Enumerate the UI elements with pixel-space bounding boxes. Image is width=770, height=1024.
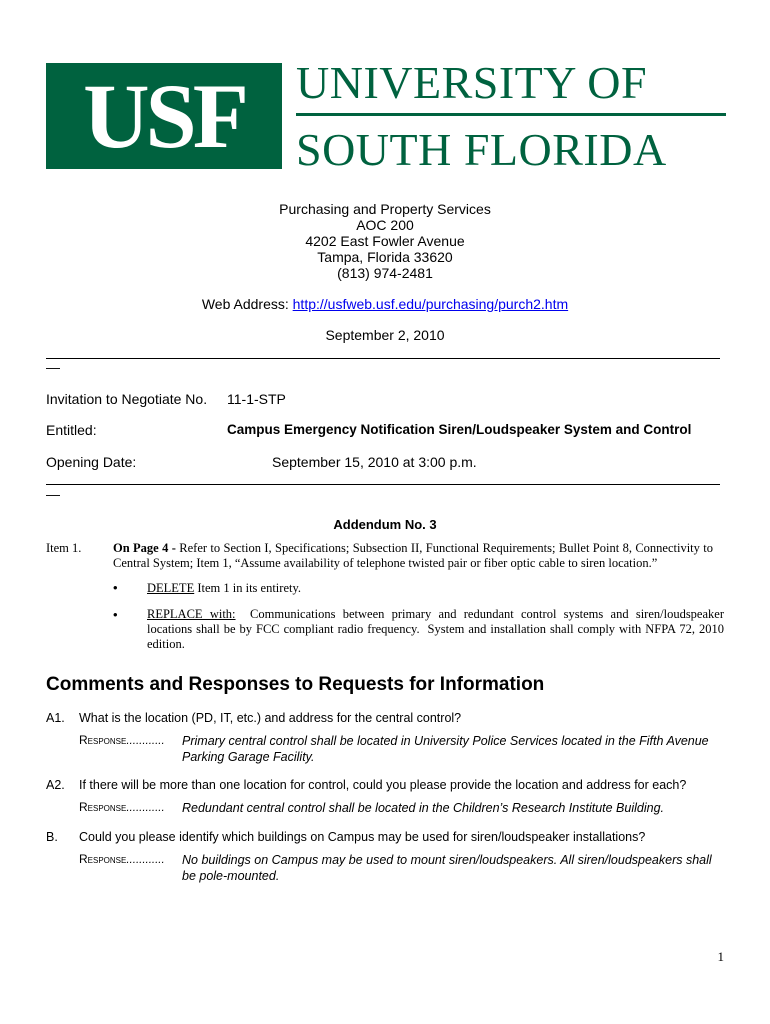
web-address: [0, 296, 770, 312]
office-address: [0, 201, 770, 281]
response-label: Response............: [79, 800, 165, 814]
question-number: A1.: [46, 711, 65, 725]
replace-keyword: REPLACE with:: [147, 607, 236, 621]
question-text: What is the location (PD, IT, etc.) and address for the central control?: [79, 711, 462, 725]
itn-label: Invitation to Negotiate No.: [46, 391, 208, 407]
address-line-street: 4202 East Fowler Avenue: [305, 233, 465, 249]
addendum-title: Addendum No. 3: [333, 517, 437, 532]
page-number: 1: [717, 949, 724, 964]
opening-date-label: Opening Date:: [46, 454, 137, 470]
separator-dash: —: [46, 359, 60, 375]
web-address-link[interactable]: http://usfweb.usf.edu/purchasing/purch2.htm: [292, 296, 569, 312]
delete-text: Item 1 in its entirety.: [194, 581, 302, 595]
comments-heading: Comments and Responses to Requests for Information: [46, 674, 545, 695]
delete-keyword: DELETE: [147, 581, 195, 595]
item-page-ref: On Page 4 -: [113, 541, 176, 555]
address-line-building: AOC 200: [356, 217, 414, 233]
response-text: Redundant central control shall be located in the Children’s Research Institute Building.: [182, 801, 665, 815]
logo-abbr: USF: [83, 65, 245, 167]
usf-logo-mark: [46, 63, 282, 169]
separator-dash: —: [46, 486, 60, 502]
item-text: Refer to Section I, Specifications; Subsection II, Functional Requirements; Bullet Point 8, Connectivity to Central System; Item 1, “Assume availability of telephone twisted pair or fiber optic cable to siren location.”: [113, 541, 713, 570]
replace-text: Communications between primary and redundant control systems and siren/loudspeaker locations shall be by FCC compliant radio frequency. System and installation shall comply with NFPA 72, 2010 edition.: [147, 607, 728, 651]
document-date: September 2, 2010: [325, 327, 445, 343]
web-address-label: Web Address:: [201, 296, 293, 312]
response-label: Response............: [79, 852, 165, 866]
response-text: Primary central control shall be located in University Police Services located in the Fifth Avenue Parking Garage Facility.: [182, 734, 709, 764]
question-text: Could you please identify which buildings on Campus may be used for siren/loudspeaker installations?: [79, 830, 646, 844]
item-label: Item 1.: [46, 541, 82, 555]
bullet-delete: [147, 581, 301, 596]
itn-number: 11-1-STP: [227, 391, 286, 407]
logo-south-florida: SOUTH FLORIDA: [296, 124, 667, 175]
logo-university-of: UNIVERSITY OF: [296, 57, 648, 108]
separator-rule: [46, 358, 720, 359]
response-label: Response............: [79, 733, 165, 747]
question-number: B.: [46, 830, 58, 844]
address-line-phone: (813) 974-2481: [337, 265, 433, 281]
logo-divider: [296, 113, 726, 116]
entitled-label: Entitled:: [46, 422, 97, 438]
question-number: A2.: [46, 778, 65, 792]
entitled-value: Campus Emergency Notification Siren/Loudspeaker System and Control: [227, 422, 692, 437]
address-line-department: Purchasing and Property Services: [279, 201, 491, 217]
bullet-dot: •: [113, 607, 118, 622]
response-text: No buildings on Campus may be used to mount siren/loudspeakers. All siren/loudspeakers shall be pole-mounted.: [182, 853, 712, 883]
separator-rule: [46, 484, 720, 485]
bullet-dot: •: [113, 580, 118, 595]
bullet-replace: [147, 607, 728, 652]
address-line-city: Tampa, Florida 33620: [317, 249, 453, 265]
item-description: [113, 541, 713, 571]
opening-date-value: September 15, 2010 at 3:00 p.m.: [272, 454, 477, 470]
question-text: If there will be more than one location for control, could you please provide the location and address for each?: [79, 778, 687, 792]
